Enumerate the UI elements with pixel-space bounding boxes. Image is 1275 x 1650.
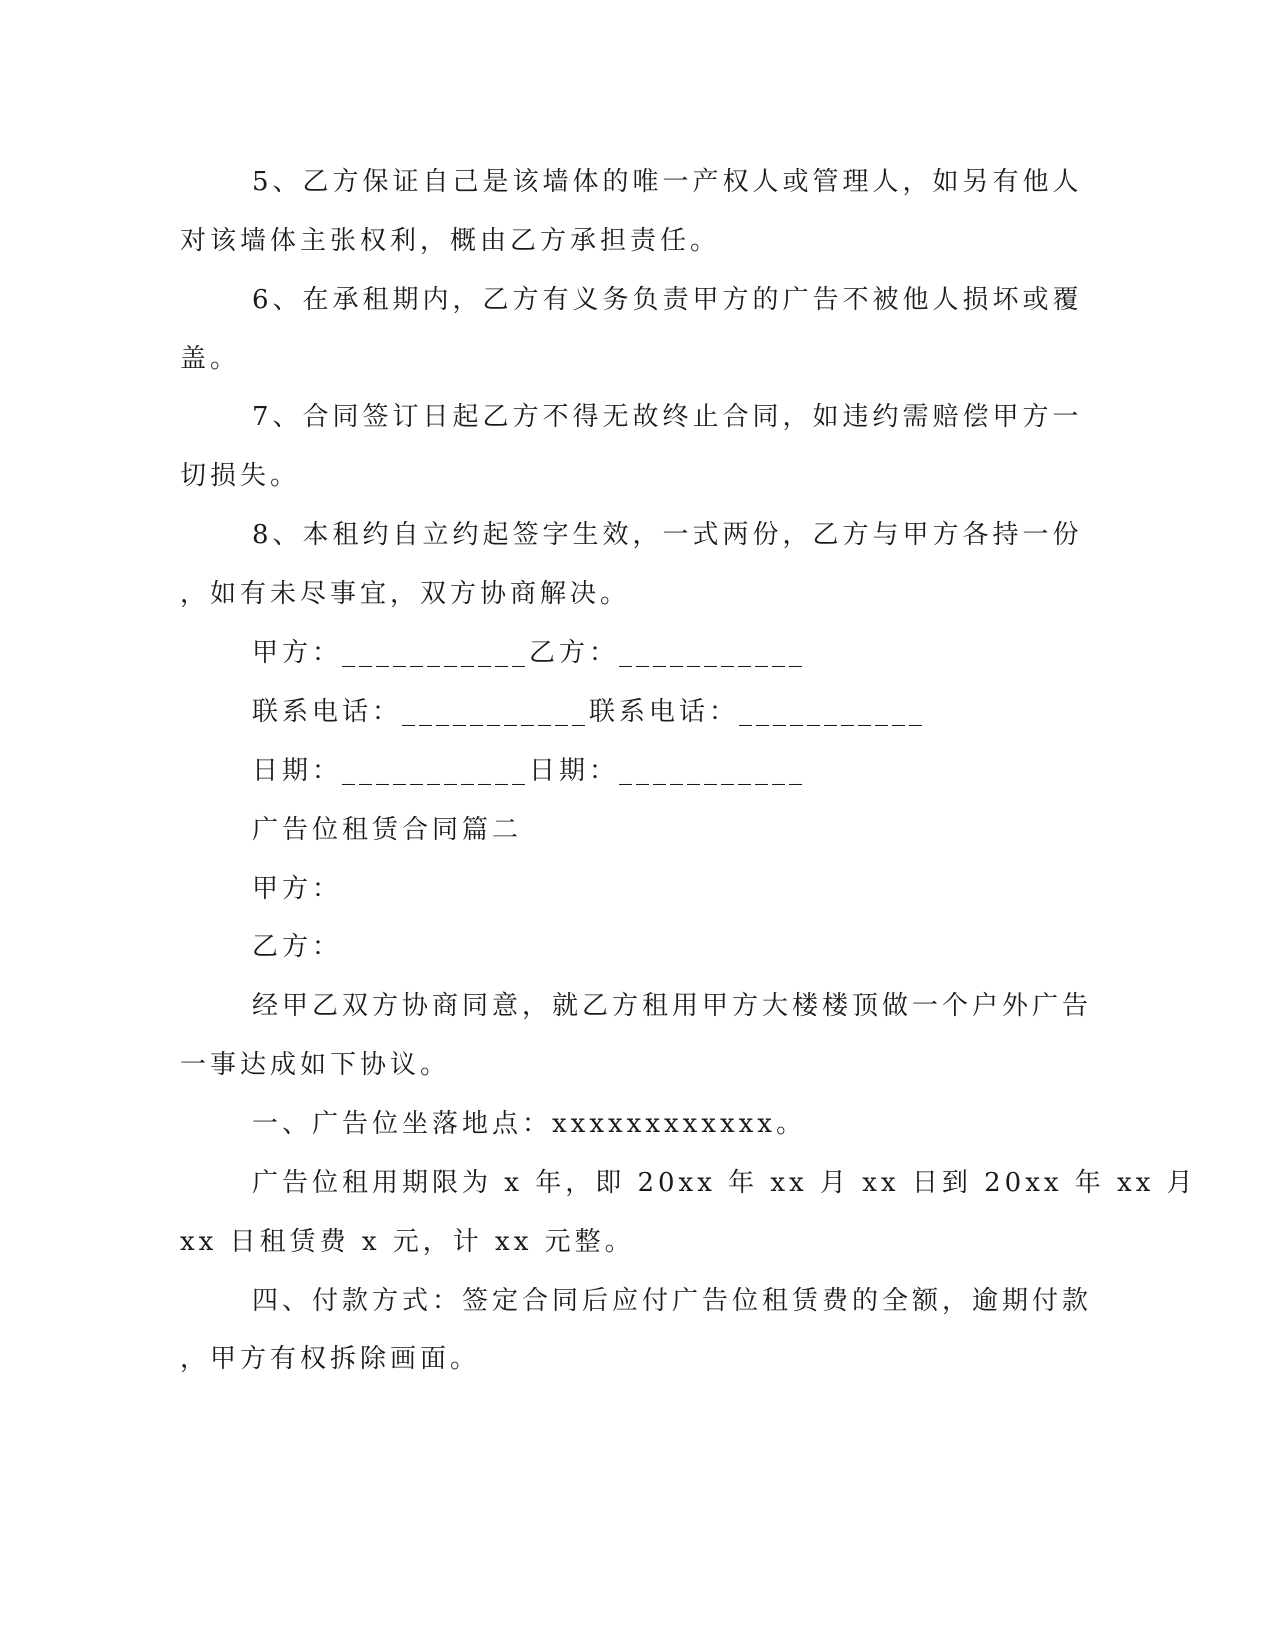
clause-6-line-1: 6、在承租期内，乙方有义务负责甲方的广告不被他人损坏或覆 xyxy=(252,285,1083,315)
section-heading: 广告位租赁合同篇二 xyxy=(252,815,523,845)
party-a-label: 甲方： xyxy=(252,874,343,904)
clause-8-line-1: 8、本租约自立约起签字生效，一式两份，乙方与甲方各持一份 xyxy=(252,520,1083,550)
signature-party-line: 甲方：___________乙方：___________ xyxy=(252,638,807,668)
clause-location: 一、广告位坐落地点：xxxxxxxxxxxx。 xyxy=(252,1109,806,1139)
party-b-label: 乙方： xyxy=(252,932,343,962)
term-line-1: 广告位租用期限为 x 年，即 20xx 年 xx 月 xx 日到 20xx 年 xx 月 xyxy=(252,1168,1197,1198)
payment-line-2: ，甲方有权拆除画面。 xyxy=(180,1344,481,1374)
payment-line-1: 四、付款方式：签定合同后应付广告位租赁费的全额，逾期付款 xyxy=(252,1286,1093,1316)
term-line-2: xx 日租赁费 x 元，计 xx 元整。 xyxy=(180,1227,635,1257)
intro-line-2: 一事达成如下协议。 xyxy=(180,1050,451,1080)
clause-7-line-2: 切损失。 xyxy=(180,461,301,491)
clause-5-line-2: 对该墙体主张权利，概由乙方承担责任。 xyxy=(180,226,721,256)
clause-7-line-1: 7、合同签订日起乙方不得无故终止合同，如违约需赔偿甲方一 xyxy=(252,402,1083,432)
intro-line-1: 经甲乙双方协商同意，就乙方租用甲方大楼楼顶做一个户外广告 xyxy=(252,991,1093,1021)
signature-phone-line: 联系电话：___________联系电话：___________ xyxy=(252,697,927,727)
clause-8-line-2: ，如有未尽事宜，双方协商解决。 xyxy=(180,579,631,609)
clause-6-line-2: 盖。 xyxy=(180,344,241,374)
signature-date-line: 日期：___________日期：___________ xyxy=(252,756,807,786)
clause-5-line-1: 5、乙方保证自己是该墙体的唯一产权人或管理人，如另有他人 xyxy=(252,167,1083,197)
